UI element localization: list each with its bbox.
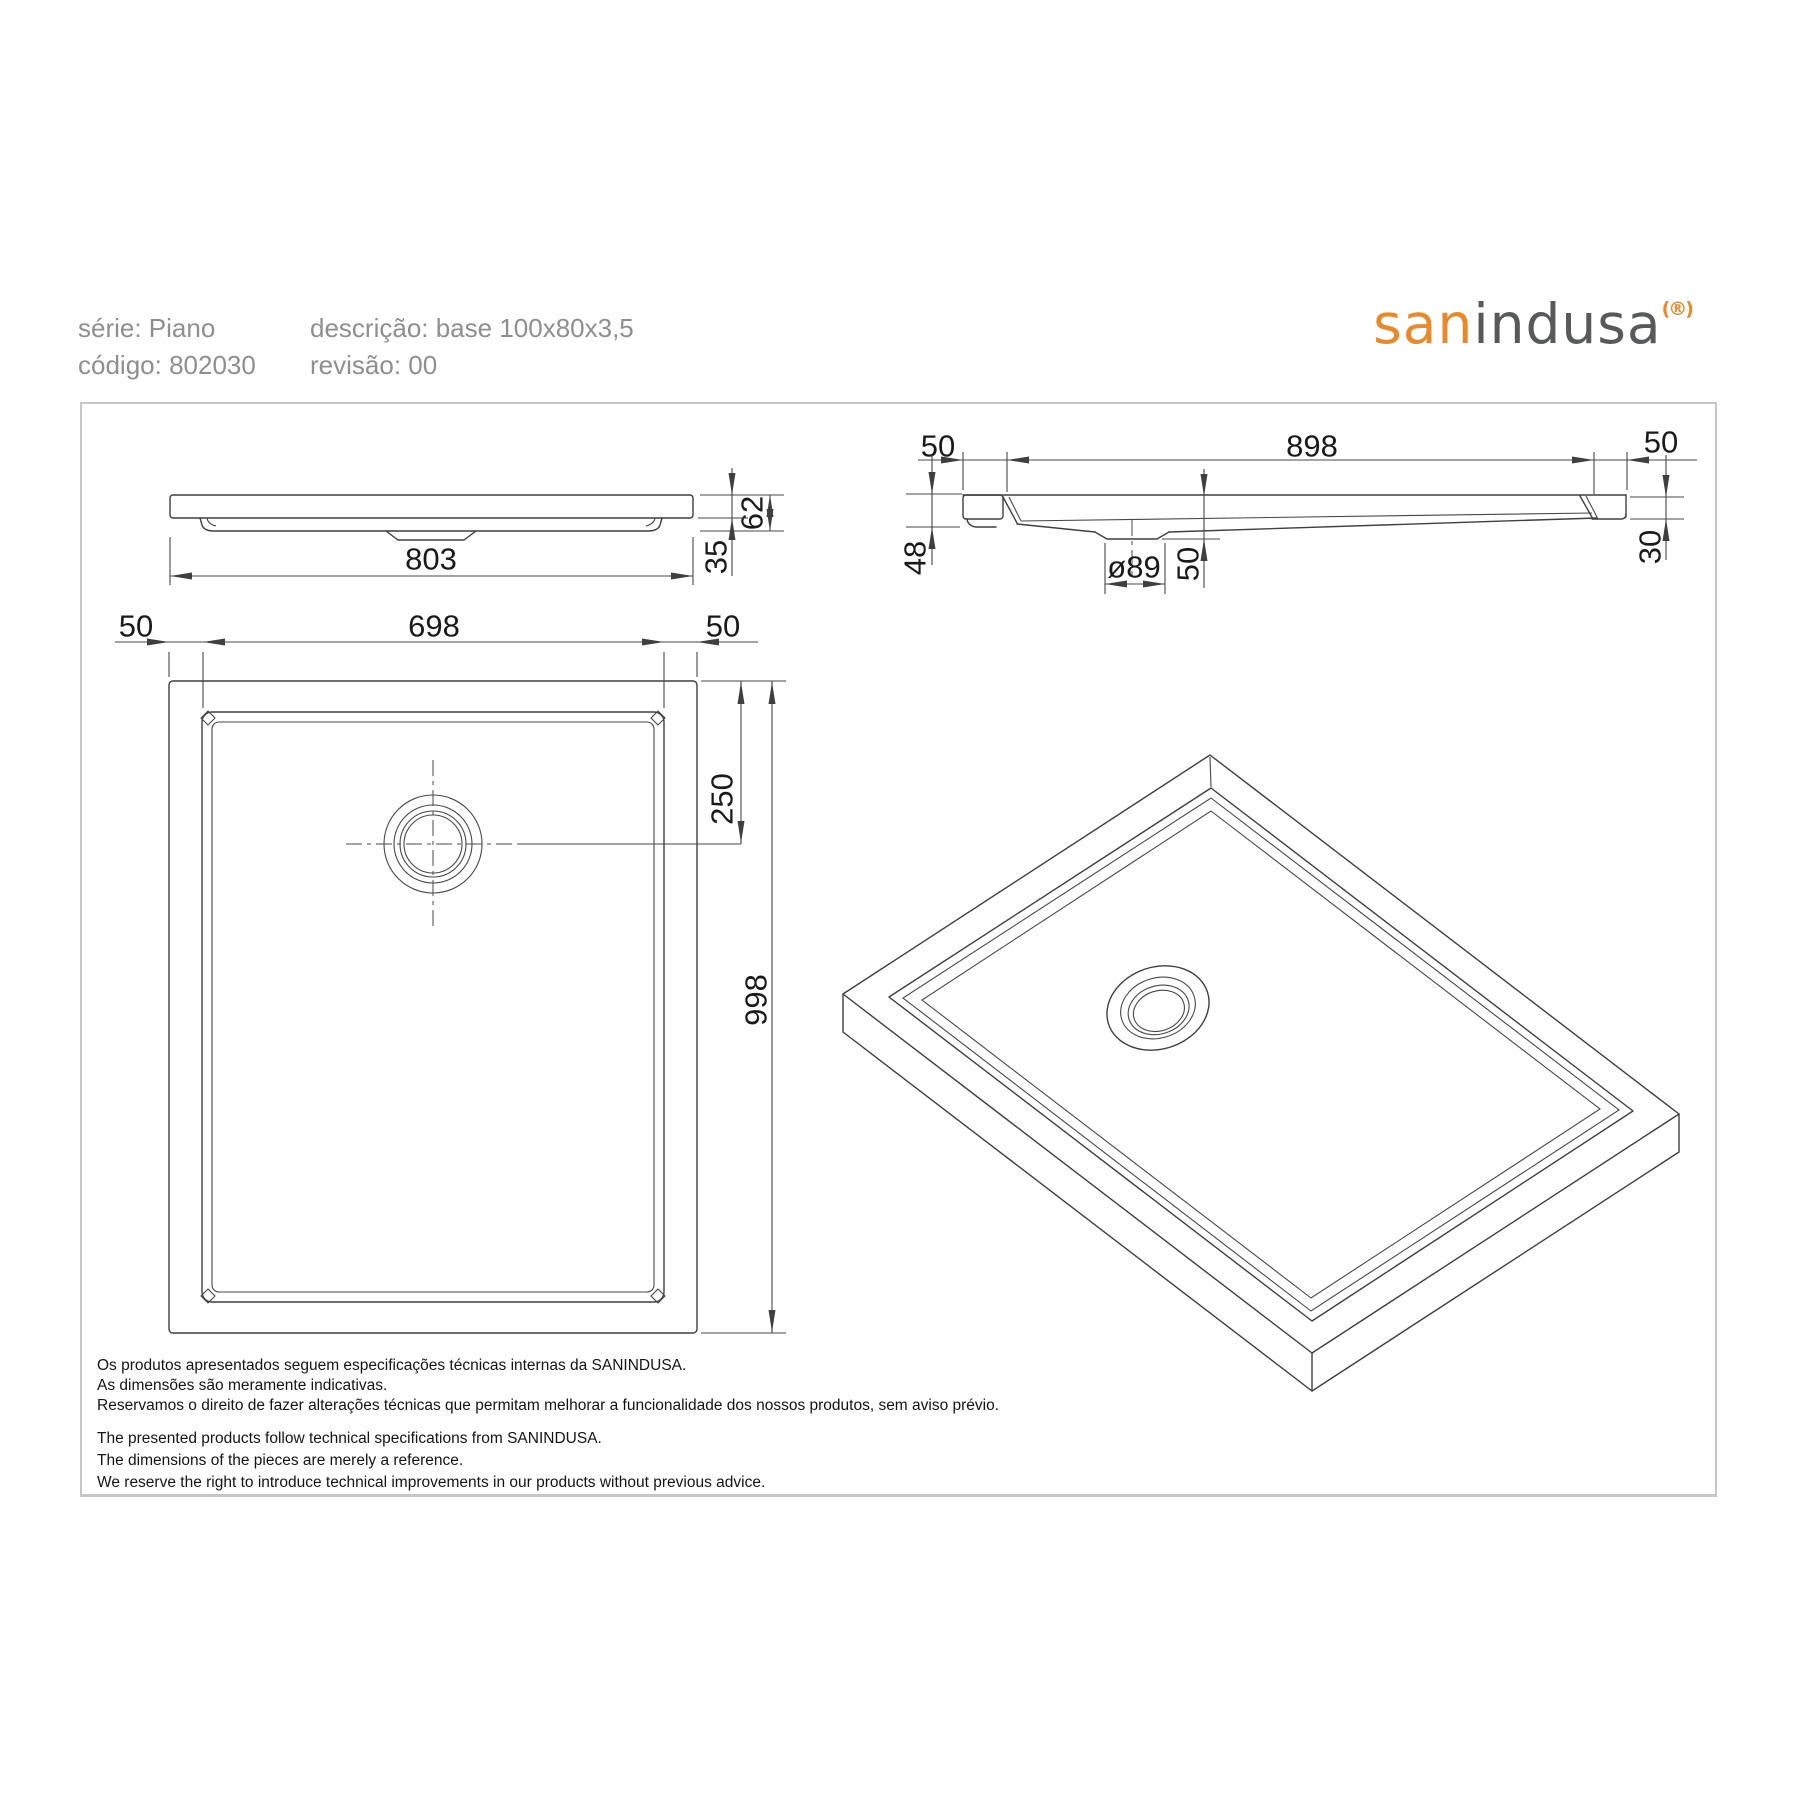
isometric-view: [843, 755, 1679, 1391]
notes-portuguese: [97, 1356, 999, 1416]
description-label: descrição: base 100x80x3,5: [310, 313, 634, 343]
dim-label-drain-depth: 50: [1170, 546, 1206, 582]
dim-label-front-overall-height: 62: [734, 495, 770, 531]
plan-view: [115, 609, 786, 1334]
front-section-view: [170, 468, 784, 585]
note-line: Os produtos apresentados seguem especificações técnicas internas da SANINDUSA.: [97, 1357, 687, 1374]
logo-text-primary: san: [1373, 292, 1474, 356]
note-line: The presented products follow technical specifications from SANINDUSA.: [97, 1430, 602, 1447]
note-line: We reserve the right to introduce technical improvements in our products without previous advice.: [97, 1474, 766, 1491]
registered-mark-icon: (®): [1661, 298, 1692, 320]
dim-label-front-width: 803: [405, 541, 457, 577]
revision-label: revisão: 00: [310, 350, 438, 380]
side-section-view: [898, 425, 1698, 595]
code-label: código: 802030: [78, 350, 256, 380]
note-line: The dimensions of the pieces are merely a reference.: [97, 1452, 464, 1469]
note-line: As dimensões são meramente indicativas.: [97, 1377, 388, 1394]
logo-text-secondary: indusa: [1473, 292, 1662, 356]
dim-label-side-right-rim: 50: [1643, 424, 1679, 460]
dim-label-plan-right-rim: 50: [705, 608, 741, 644]
notes-english: [97, 1428, 765, 1494]
dim-label-side-inner-length: 898: [1286, 428, 1338, 464]
dim-label-front-rim-height: 35: [698, 539, 734, 575]
series-label: série: Piano: [78, 313, 216, 343]
dim-label-drain-diameter: ø89: [1107, 549, 1161, 585]
dim-label-side-right-height: 30: [1632, 529, 1668, 565]
note-line: Reservamos o direito de fazer alterações técnicas que permitam melhorar a funcionalidade dos nossos produtos, sem aviso prévio.: [97, 1397, 1000, 1414]
dim-label-side-left-rim: 50: [920, 428, 956, 464]
dim-label-side-left-height: 48: [897, 540, 933, 576]
dim-label-plan-length: 998: [738, 974, 774, 1026]
dim-label-plan-left-rim: 50: [118, 608, 154, 644]
dim-label-plan-inner-width: 698: [408, 608, 460, 644]
dim-label-plan-drain-offset: 250: [704, 773, 740, 825]
